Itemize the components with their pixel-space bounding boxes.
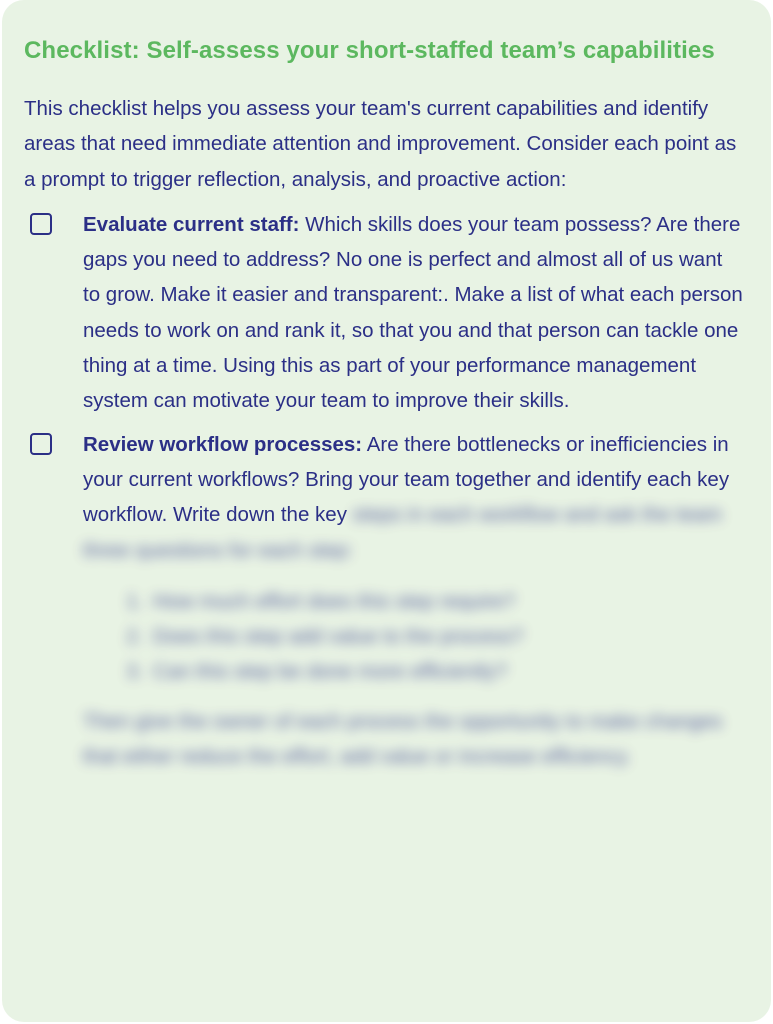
- item-text: Are there bottlenecks or inefficiencies in your current workflows? Bring your team together and identify each key workflow. Write down the key: [83, 432, 730, 527]
- intro-paragraph: This checklist helps you assess your team's current capabilities and identify areas that need immediate attention and improvement. Consider each point as a prompt to trigger reflection, analysis, and proactive action:: [24, 97, 737, 191]
- item-title: Evaluate current staff:: [83, 212, 300, 236]
- checklist-item-evaluate-staff: [24, 207, 745, 419]
- question-item: 1. How much effort does this step require?: [149, 584, 745, 619]
- blurred-text: steps in each workflow and ask the team three questions for each step:: [83, 503, 722, 562]
- workflow-questions: [83, 584, 745, 690]
- follow-up-paragraph: Then give the owner of each process the opportunity to make changes that either reduce the effort, add value or increase efficiency.: [83, 709, 723, 769]
- item-title: Review workflow processes:: [83, 432, 363, 456]
- checklist-item-review-workflow: [24, 427, 745, 775]
- checklist-card: [2, 0, 771, 1022]
- checkbox-review-workflow[interactable]: [30, 433, 52, 455]
- question-item: 3. Can this step be done more efficiently?: [149, 654, 745, 689]
- checklist-items: [24, 207, 745, 774]
- item-text: Which skills does your team possess? Are there gaps you need to address? No one is perfect and almost all of us want to grow. Make it easier and transparent:. Make a list of what each person needs to work on and rank it, so that you and that person can tackle one thing at a time. Using this as part of your performance management system can motivate your team to improve their skills.: [83, 212, 743, 413]
- checkbox-evaluate-staff[interactable]: [30, 213, 52, 235]
- checklist-title: Checklist: Self-assess your short-staffed team’s capabilities: [24, 37, 715, 64]
- question-item: 2. Does this step add value to the process?: [149, 619, 745, 654]
